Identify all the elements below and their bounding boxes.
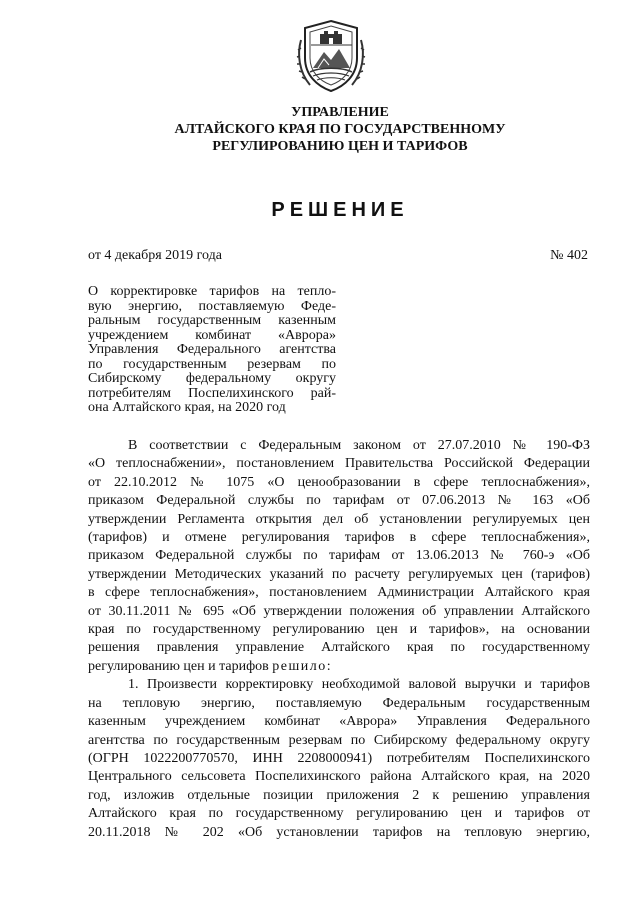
- document-type-title: РЕШЕНИЕ: [271, 199, 409, 221]
- body-line: решения правления управление Алтайского края по государственному: [88, 640, 590, 656]
- issuing-authority: [100, 104, 580, 155]
- subject-line: она Алтайского края, на 2020 год: [88, 400, 286, 415]
- body-line: Центрального сельсовета Поспелихинского района Алтайского края, на 2020: [88, 769, 590, 785]
- coat-of-arms-emblem-icon: [296, 18, 366, 94]
- body-line: утверждении Регламента открытия дел об установлении регулируемых цен: [88, 511, 590, 527]
- body-line: (ОГРН 1022200770570, ИНН 2208000941) потребителям Поспелихинского: [88, 750, 590, 766]
- body-line: приказом Федеральной службы по тарифам от 07.06.2013 № 163 «Об: [88, 493, 590, 509]
- body-line: от 22.10.2012 № 1075 «О ценообразовании в сфере теплоснабжения»,: [88, 474, 590, 490]
- subject-line: потребителям Поспелихинского рай-: [88, 385, 336, 401]
- body-line: 20.11.2018 № 202 «Об установлении тарифов на тепловую энергию,: [88, 824, 590, 840]
- document-subject: [88, 285, 336, 416]
- org-line-3: РЕГУЛИРОВАНИЮ ЦЕН И ТАРИФОВ: [212, 139, 468, 154]
- subject-line: учреждением комбинат «Аврора»: [88, 327, 336, 343]
- document-number: № 402: [550, 248, 588, 263]
- body-line: регулированию цен и тарифов: [88, 658, 269, 674]
- body-line: В соответствии с Федеральным законом от 27.07.2010 № 190-ФЗ: [128, 438, 590, 453]
- body-line: в сфере теплоснабжения», постановлением Администрации Алтайского края: [88, 585, 590, 601]
- body-line: 1. Произвести корректировку необходимой валовой выручки и тарифов: [128, 677, 590, 693]
- body-line-decision: [88, 658, 590, 676]
- document-date: от 4 декабря 2019 года: [88, 248, 222, 263]
- subject-line: вую энергию, поставляемую Феде-: [88, 298, 336, 314]
- subject-line: ральным государственным казенным: [88, 313, 336, 328]
- org-line-2: АЛТАЙСКОГО КРАЯ ПО ГОСУДАРСТВЕННОМУ: [174, 122, 506, 137]
- decided-word: решило:: [272, 658, 333, 674]
- body-line: на тепловую энергию, поставляемую Федеральным государственным: [88, 695, 590, 711]
- body-line: утверждении Методических указаний по расчету регулируемых цен (тарифов): [88, 566, 590, 582]
- body-line: казенным учреждением комбинат «Аврора» Управления Федерального: [88, 714, 590, 730]
- body-line: приказом Федеральной службы по тарифам от 13.06.2013 № 760-э «Об: [88, 548, 590, 564]
- subject-line: О корректировке тарифов на тепло-: [88, 284, 336, 299]
- body-line: (тарифов) и отмене регулирования тарифов в сфере теплоснабжения»,: [88, 530, 590, 546]
- body-line: «О теплоснабжении», постановлением Правительства Российской Федерации: [88, 456, 590, 472]
- subject-line: Управления Федерального агентства: [88, 342, 336, 357]
- document-body: [88, 437, 590, 842]
- body-line: края по государственному регулированию цен и тарифов», на основании: [88, 622, 590, 638]
- subject-line: по государственным резервам по: [88, 356, 336, 372]
- body-line: от 30.11.2011 № 695 «Об утверждении положения об управлении Алтайского: [88, 603, 590, 619]
- body-line: агентства по государственным резервам по Сибирскому федеральному округу: [88, 732, 590, 748]
- body-line: год, изложив отдельные позиции приложения 2 к решению управления: [88, 787, 590, 803]
- body-line: Алтайского края по государственному регулированию цен и тарифов от: [88, 806, 590, 822]
- subject-line: Сибирскому федеральному округу: [88, 371, 336, 386]
- org-line-1: УПРАВЛЕНИЕ: [291, 105, 389, 120]
